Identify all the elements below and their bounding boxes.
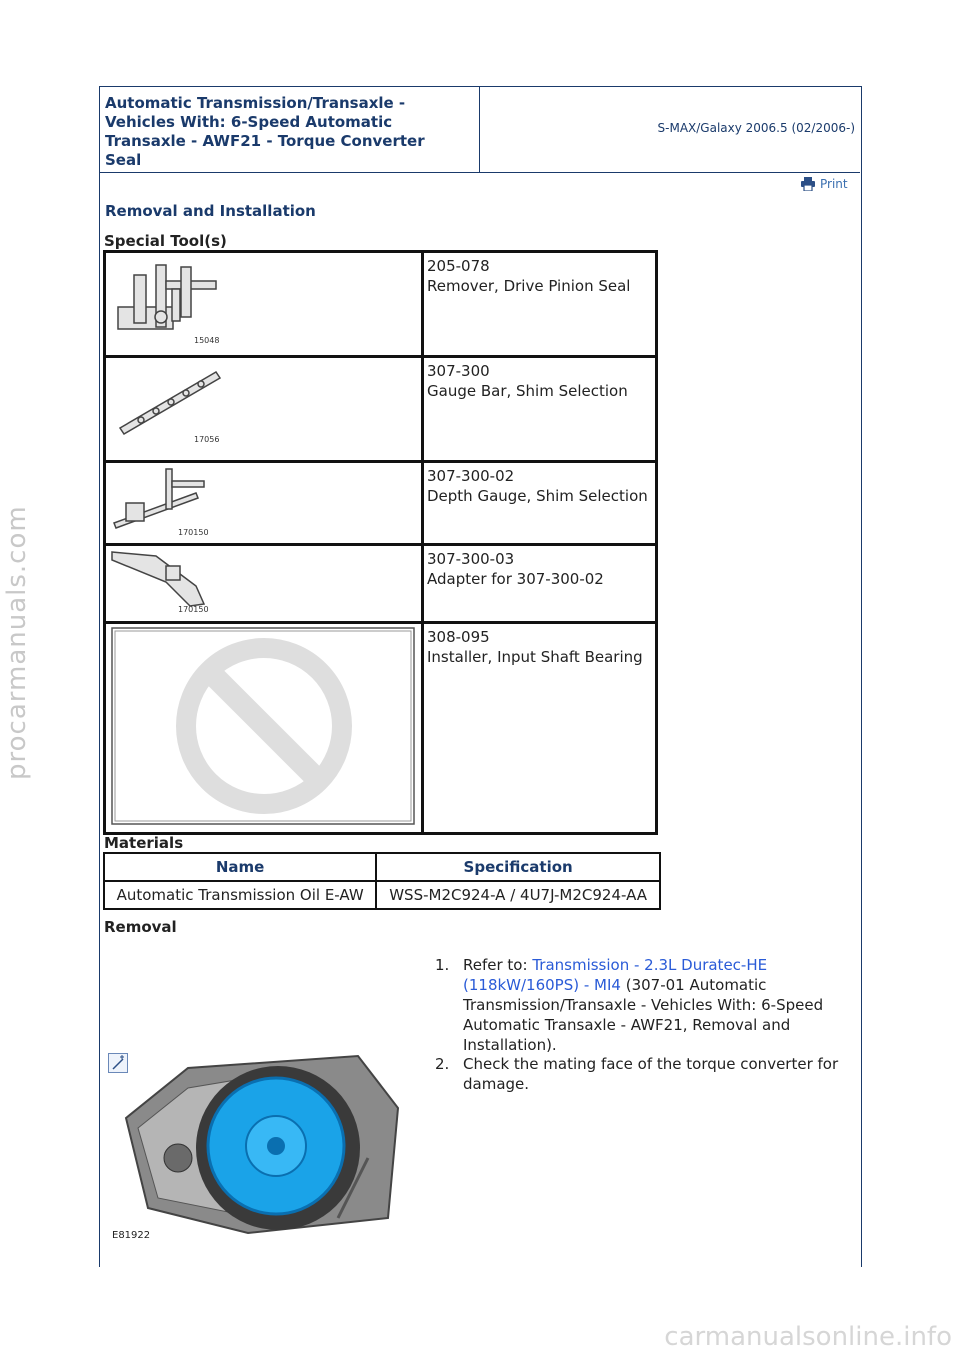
- no-image-placeholder: [106, 624, 418, 828]
- tool-desc-cell: [423, 623, 657, 834]
- footer-watermark: carmanualsonline.info: [664, 1322, 952, 1352]
- tool-row: [105, 252, 657, 357]
- step-suffix: (307-01 Automatic Transmission/Transaxle - Vehicles With: 6-Speed Automatic Transaxle - AWF21, Removal and Installation).: [463, 976, 824, 1054]
- tool-name: Remover, Drive Pinion Seal: [427, 277, 631, 295]
- tool-figure-number: 170150: [178, 605, 209, 614]
- tool-code: 307-300: [427, 362, 490, 380]
- tool-image-cell: [105, 252, 423, 357]
- printer-icon: [800, 177, 816, 191]
- step-text: [463, 955, 855, 1055]
- adapter-illustration: [106, 546, 418, 617]
- materials-heading: Materials: [104, 834, 184, 852]
- step-prefix: Refer to:: [463, 956, 533, 974]
- step-1: [435, 955, 855, 1055]
- depth-gauge-illustration: [106, 463, 418, 539]
- material-name: Automatic Transmission Oil E-AW: [104, 881, 376, 909]
- side-watermark: procarmanuals.com: [2, 505, 32, 780]
- step-number: 2.: [435, 1055, 450, 1073]
- tool-row: [105, 462, 657, 545]
- model-label: S-MAX/Galaxy 2006.5 (02/2006-): [657, 121, 855, 135]
- column-header-name: Name: [104, 853, 376, 881]
- special-tools-heading: Special Tool(s): [104, 232, 227, 250]
- tool-name: Gauge Bar, Shim Selection: [427, 382, 628, 400]
- step-text: Check the mating face of the torque converter for damage.: [463, 1055, 839, 1093]
- step-2: [435, 1054, 855, 1094]
- transmission-illustration: [108, 1048, 408, 1243]
- tool-row: [105, 545, 657, 623]
- step-number: 1.: [435, 956, 450, 974]
- tool-name: Depth Gauge, Shim Selection: [427, 487, 648, 505]
- removal-heading: Removal: [104, 918, 177, 936]
- tool-desc-cell: [423, 462, 657, 545]
- tool-desc-cell: [423, 252, 657, 357]
- materials-table: [103, 852, 661, 910]
- special-tools-table: [103, 250, 658, 835]
- transmission-link[interactable]: Transmission - 2.3L Duratec-HE (118kW/160PS) - MI4: [463, 956, 768, 994]
- tool-code: 308-095: [427, 628, 490, 646]
- tool-image-cell: [105, 462, 423, 545]
- gauge-bar-illustration: [106, 358, 418, 456]
- tool-name: Adapter for 307-300-02: [427, 570, 604, 588]
- tool-desc-cell: [423, 357, 657, 462]
- table-header-row: [104, 853, 660, 881]
- tool-row: [105, 357, 657, 462]
- tool-figure-number: 170150: [178, 528, 209, 537]
- material-specification: WSS-M2C924-A / 4U7J-M2C924-AA: [376, 881, 660, 909]
- tool-desc-cell: [423, 545, 657, 623]
- tool-name: Installer, Input Shaft Bearing: [427, 648, 643, 666]
- section-title: Removal and Installation: [105, 202, 316, 220]
- print-button[interactable]: [800, 177, 848, 191]
- tool-image-cell: [105, 357, 423, 462]
- tool-image-cell: [105, 623, 423, 834]
- figure-label: E81922: [112, 1230, 151, 1241]
- page-title: Automatic Transmission/Transaxle - Vehicles With: 6-Speed Automatic Transaxle - AWF21 - Torque Converter Seal: [105, 94, 425, 169]
- tool-code: 205-078: [427, 257, 490, 275]
- tool-figure-number: 15048: [194, 336, 220, 345]
- print-label: Print: [820, 177, 848, 191]
- tool-row: [105, 623, 657, 834]
- tool-figure-number: 17056: [194, 435, 220, 444]
- table-row: [104, 881, 660, 909]
- tool-code: 307-300-03: [427, 550, 515, 568]
- tool-image-cell: [105, 545, 423, 623]
- tool-code: 307-300-02: [427, 467, 515, 485]
- pinion-seal-remover-illustration: [106, 253, 418, 351]
- column-header-specification: Specification: [376, 853, 660, 881]
